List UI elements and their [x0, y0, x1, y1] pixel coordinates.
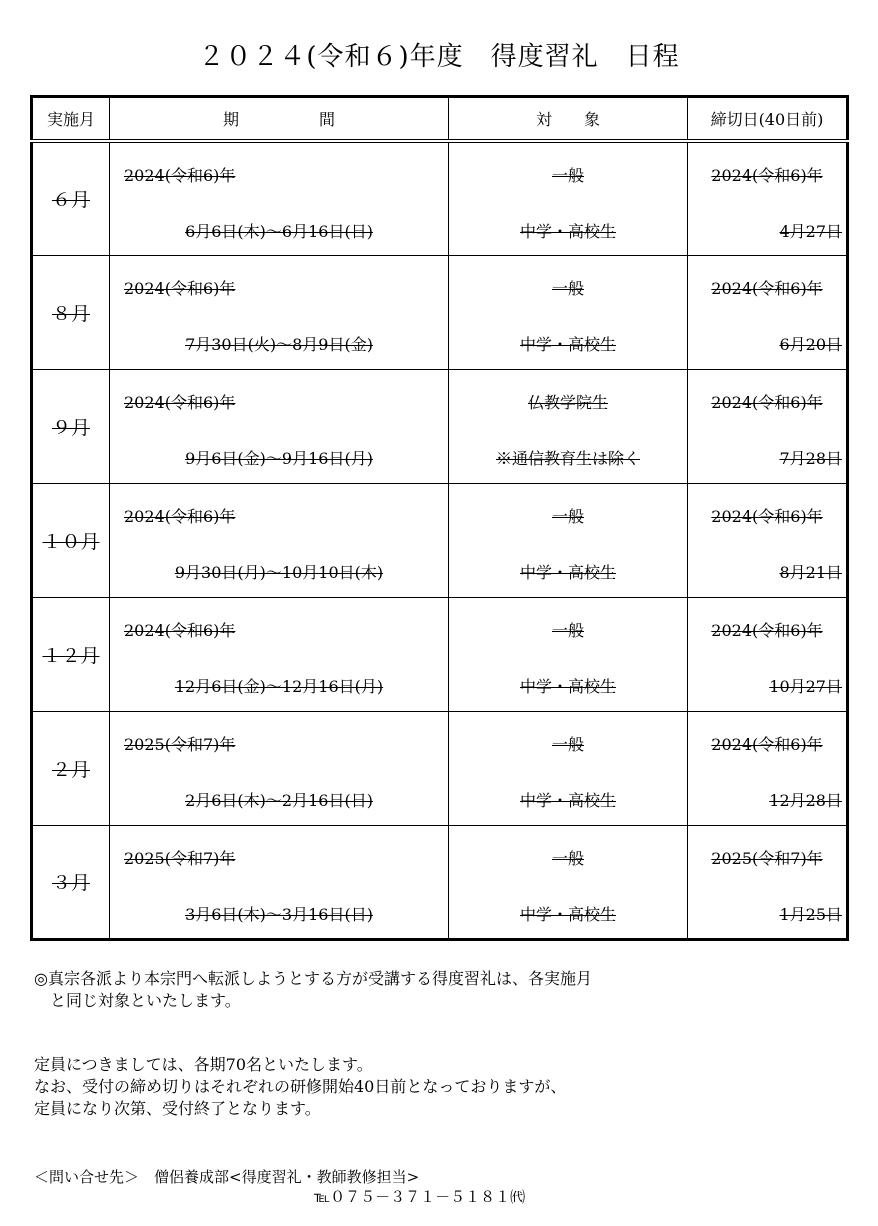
period-year: 2025(令和7)年	[124, 848, 236, 868]
deadline-cell	[688, 483, 848, 597]
period-cell	[110, 711, 449, 825]
schedule-table	[30, 95, 849, 941]
deadline-date: 12月28日	[769, 791, 842, 810]
month-label: ２月	[51, 758, 90, 781]
month-cell	[32, 255, 110, 369]
deadline-year: 2024(令和6)年	[711, 621, 823, 640]
target-secondary: 中学・高校生	[519, 791, 616, 810]
table-row	[32, 483, 848, 597]
month-label: １０月	[42, 530, 100, 553]
period-year: 2024(令和6)年	[124, 393, 236, 412]
period-dates: 9月6日(金)～9月16日(月)	[185, 449, 373, 468]
period-dates: 7月30日(火)～8月9日(金)	[185, 335, 373, 354]
period-year: 2024(令和6)年	[124, 165, 236, 185]
table-row	[32, 255, 848, 369]
deadline-date: 7月28日	[779, 449, 842, 468]
period-cell	[110, 483, 449, 597]
period-cell	[110, 141, 449, 256]
contact-info: ＜問い合せ先＞ 僧侶養成部<得度習礼・教師教修担当>	[34, 1168, 420, 1186]
month-cell	[32, 597, 110, 711]
month-cell	[32, 141, 110, 256]
period-year: 2024(令和6)年	[124, 621, 236, 640]
period-dates: 3月6日(木)～3月16日(日)	[185, 904, 373, 924]
deadline-cell	[688, 369, 848, 483]
target-cell	[449, 141, 688, 256]
month-label: ６月	[51, 189, 90, 211]
period-dates: 2月6日(木)～2月16日(日)	[185, 791, 373, 810]
period-dates: 12月6日(金)～12月16日(月)	[174, 677, 384, 696]
contact-tel: ℡０７５－３７１－５１８１㈹	[314, 1188, 526, 1206]
transfer-note-line2: と同じ対象といたします。	[34, 991, 241, 1010]
month-cell	[32, 369, 110, 483]
month-label: ９月	[51, 416, 90, 439]
deadline-cell	[688, 255, 848, 369]
transfer-note-line1: ◎真宗各派より本宗門へ転派しようとする方が受講する得度習礼は、各実施月	[34, 969, 592, 988]
period-dates: 9月30日(月)～10月10日(木)	[174, 563, 384, 582]
header-period: 期 間	[110, 97, 449, 141]
period-year: 2024(令和6)年	[124, 507, 236, 526]
table-header-row	[32, 97, 848, 141]
capacity-note-line1: 定員につきましては、各期70名といたします。	[34, 1055, 373, 1074]
target-cell	[449, 597, 688, 711]
month-label: ８月	[51, 302, 90, 325]
header-target: 対 象	[449, 97, 688, 141]
deadline-date: 1月25日	[779, 904, 842, 924]
transfer-note	[34, 968, 592, 1012]
target-primary: 仏教学院生	[527, 393, 608, 412]
target-cell	[449, 825, 688, 939]
month-cell	[32, 483, 110, 597]
deadline-cell	[688, 711, 848, 825]
table-row	[32, 711, 848, 825]
target-secondary: ※通信教育生は除く	[495, 449, 640, 468]
deadline-year: 2024(令和6)年	[711, 507, 823, 526]
target-cell	[449, 711, 688, 825]
capacity-note	[34, 1054, 566, 1120]
period-cell	[110, 369, 449, 483]
target-secondary: 中学・高校生	[519, 677, 616, 696]
deadline-date: 4月27日	[779, 221, 842, 241]
header-month: 実施月	[32, 97, 110, 141]
table-row	[32, 825, 848, 939]
target-primary: 一般	[551, 507, 584, 526]
deadline-year: 2024(令和6)年	[711, 279, 823, 298]
month-cell	[32, 711, 110, 825]
month-cell	[32, 825, 110, 939]
target-cell	[449, 255, 688, 369]
deadline-cell	[688, 825, 848, 939]
deadline-cell	[688, 141, 848, 256]
deadline-year: 2024(令和6)年	[711, 393, 823, 412]
deadline-year: 2024(令和6)年	[711, 735, 823, 754]
month-label: ３月	[51, 872, 90, 894]
period-cell	[110, 597, 449, 711]
target-primary: 一般	[551, 848, 584, 868]
target-cell	[449, 483, 688, 597]
deadline-date: 6月20日	[779, 335, 842, 354]
target-primary: 一般	[551, 279, 584, 298]
deadline-date: 8月21日	[779, 563, 842, 582]
target-primary: 一般	[551, 621, 584, 640]
target-primary: 一般	[551, 165, 584, 185]
target-secondary: 中学・高校生	[519, 563, 616, 582]
deadline-date: 10月27日	[769, 677, 842, 696]
capacity-note-line3: 定員になり次第、受付終了となります。	[34, 1099, 321, 1118]
target-secondary: 中学・高校生	[519, 335, 616, 354]
target-cell	[449, 369, 688, 483]
target-primary: 一般	[551, 735, 584, 754]
deadline-year: 2024(令和6)年	[711, 165, 823, 185]
deadline-year: 2025(令和7)年	[711, 848, 823, 868]
table-row	[32, 597, 848, 711]
table-row	[32, 141, 848, 256]
period-cell	[110, 825, 449, 939]
period-year: 2025(令和7)年	[124, 735, 236, 754]
period-cell	[110, 255, 449, 369]
header-deadline: 締切日(40日前)	[688, 97, 848, 141]
target-secondary: 中学・高校生	[519, 221, 616, 241]
capacity-note-line2: なお、受付の締め切りはそれぞれの研修開始40日前となっておりますが、	[34, 1077, 567, 1096]
month-label: １２月	[42, 644, 100, 667]
page-title: ２０２４(令和６)年度 得度習礼 日程	[198, 42, 680, 72]
period-year: 2024(令和6)年	[124, 279, 236, 298]
table-row	[32, 369, 848, 483]
period-dates: 6月6日(木)～6月16日(日)	[185, 221, 373, 241]
target-secondary: 中学・高校生	[519, 904, 616, 924]
deadline-cell	[688, 597, 848, 711]
